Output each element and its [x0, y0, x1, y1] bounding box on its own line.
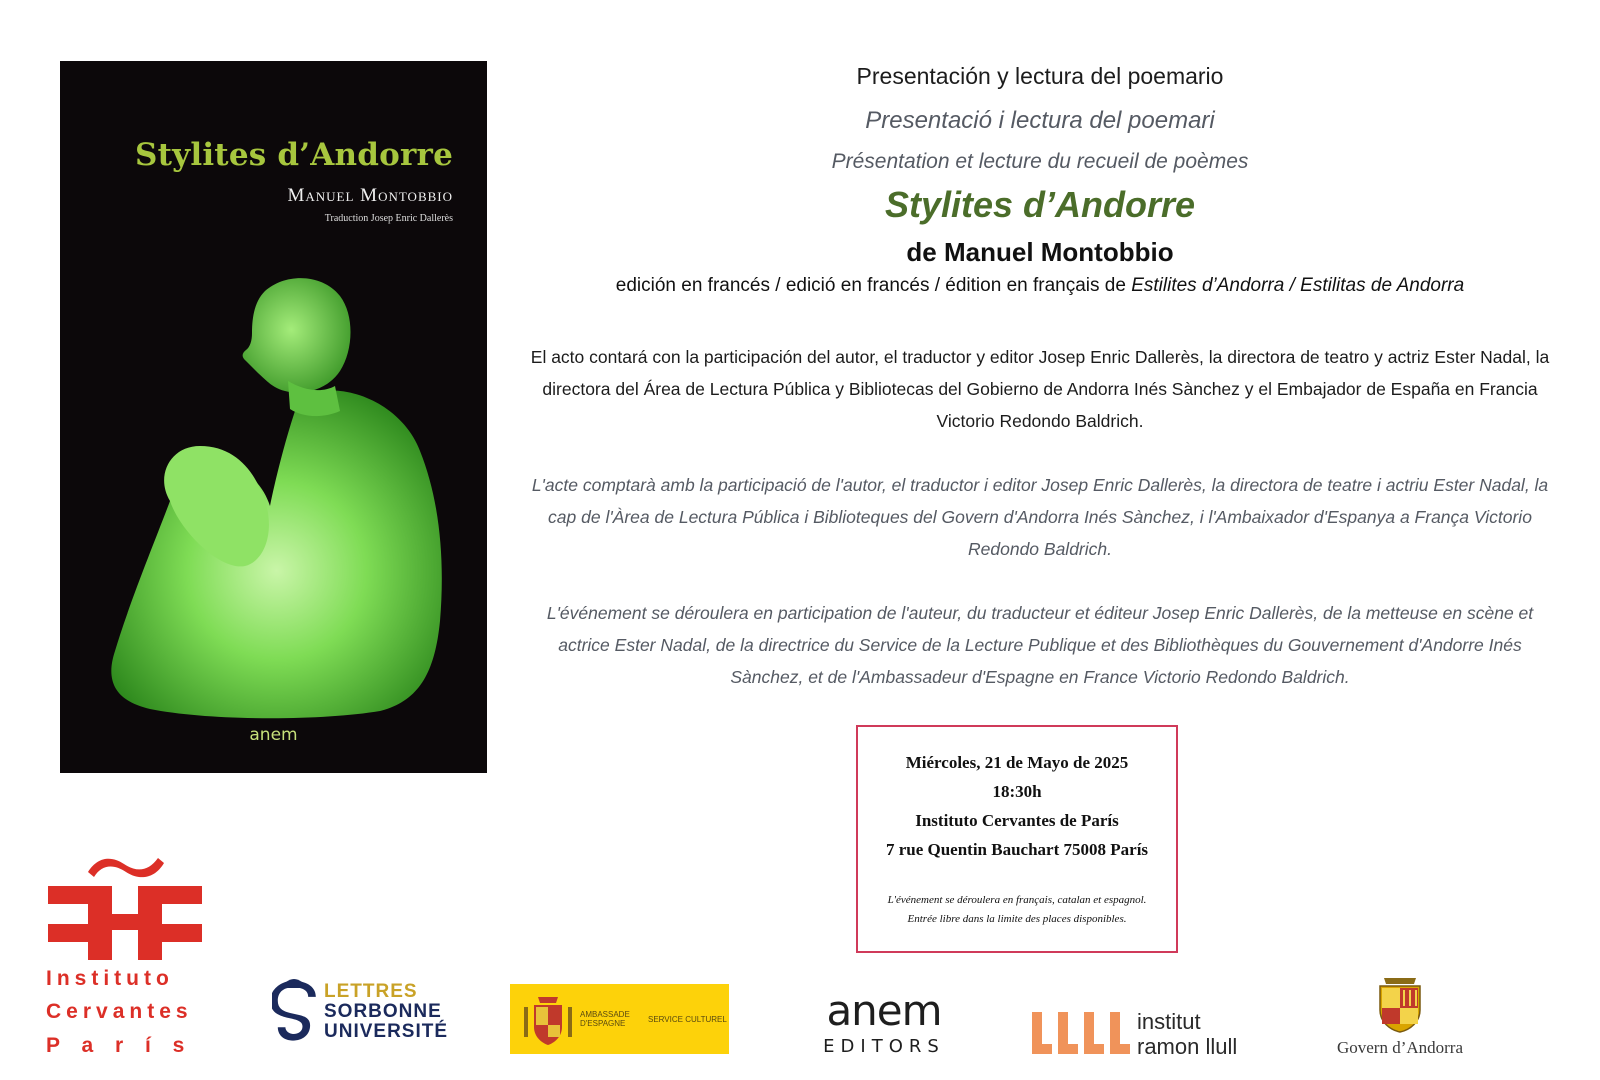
ambassade-espagne-logo: [510, 984, 729, 1054]
heading-catalan: Presentació i lectura del poemari: [865, 107, 1215, 134]
andorra-name: Govern d’Andorra: [1336, 1038, 1464, 1057]
sorbonne-line3: UNIVERSITÉ: [324, 1021, 449, 1042]
edition-prefix: edición en francés / edició en francés / édition en français de: [615, 275, 1132, 296]
event-date: Miércoles, 21 de Mayo de 2025: [905, 753, 1129, 772]
heading-french: Présentation et lecture du recueil de poèmes: [831, 150, 1249, 173]
event-details-box: [856, 725, 1178, 953]
spanish-coat-of-arms-icon: [518, 991, 578, 1047]
event-note-entry: Entrée libre dans la limite des places disponibles.: [907, 913, 1127, 925]
govern-andorra-logo: [1370, 974, 1430, 1034]
event-time: 18:30h: [992, 782, 1042, 801]
cervantes-symbol-icon: [40, 850, 210, 960]
cover-translator: Traduction Josep Enric Dallerès: [324, 213, 453, 224]
institut-ramon-llull-logo: [1030, 1010, 1134, 1054]
anem-sub: EDITORS: [823, 1036, 945, 1057]
sorbonne-universite-logo: [272, 976, 452, 1048]
book-author: de Manuel Montobbio: [906, 237, 1174, 267]
heading-spanish: Presentación y lectura del poemario: [856, 63, 1224, 89]
cover-title: Stylites d’Andorre: [135, 137, 453, 173]
andorra-coat-of-arms-icon: [1370, 974, 1430, 1034]
edition-line: [520, 275, 1560, 297]
llull-text: [1137, 1009, 1237, 1059]
edition-titles: Estilites d’Andorra / Estilitas de Andorra: [1131, 275, 1465, 296]
ambassade-service: SERVICE CULTUREL: [648, 1015, 727, 1024]
sorbonne-s-icon: [272, 976, 316, 1048]
sorbonne-line2: SORBONNE: [324, 1001, 442, 1022]
llull-bars-icon: [1030, 1010, 1134, 1054]
llull-line1: institut: [1137, 1009, 1201, 1034]
event-address: 7 rue Quentin Bauchart 75008 París: [885, 840, 1149, 859]
instituto-cervantes-logo: [40, 850, 210, 1060]
sorbonne-line1: LETTRES: [324, 981, 418, 1002]
paragraph-french: L'événement se déroulera en participation de l'auteur, du traducteur et éditeur Josep Enric Dallerès, de la metteuse en scène et actrice Ester Nadal, de la directrice du Service de la Lecture Publique et des Bibliothèques du Gouvernement d'Andorre Inés Sànchez, et de l'Ambassadeur d'Espagne en France Victorio Redondo Baldrich.: [546, 603, 1534, 687]
anem-editors-logo: [814, 986, 954, 1057]
cover-author: Manuel Montobbio: [287, 185, 453, 206]
cervantes-line3: P a r í s: [46, 1034, 193, 1057]
ambassade-line2: D'ESPAGNE: [580, 1019, 626, 1028]
event-note-languages: L'événement se déroulera en français, catalan et espagnol.: [887, 894, 1147, 906]
cervantes-line2: Cervantes: [46, 1000, 193, 1023]
ambassade-line1: AMBASSADE: [580, 1010, 630, 1019]
cover-publisher: anem: [249, 725, 298, 745]
cervantes-line1: Instituto: [46, 967, 174, 990]
anem-word: anem: [826, 986, 942, 1035]
llull-line2: ramon llull: [1137, 1034, 1238, 1059]
event-venue: Instituto Cervantes de París: [915, 811, 1119, 830]
book-title: Stylites d’Andorre: [884, 184, 1196, 225]
paragraph-catalan: L'acte comptarà amb la participació de l'autor, el traductor i editor Josep Enric Dallerès, la directora de teatre i actriu Ester Nadal, la cap de l'Àrea de Lectura Pública i Biblioteques del Govern d'Andorra Inés Sànchez, i l'Ambaixador d'Espanya a França Victorio Redondo Baldrich.: [531, 475, 1549, 559]
paragraph-spanish: El acto contará con la participación del autor, el traductor y editor Josep Enric Dallerès, la directora de teatro y actriz Ester Nadal, la directora del Área de Lectura Pública y Bibliotecas del Gobierno de Andorra Inés Sànchez y el Embajador de España en Francia Victorio Redondo Baldrich.: [530, 347, 1550, 431]
book-cover-image: [60, 61, 487, 773]
